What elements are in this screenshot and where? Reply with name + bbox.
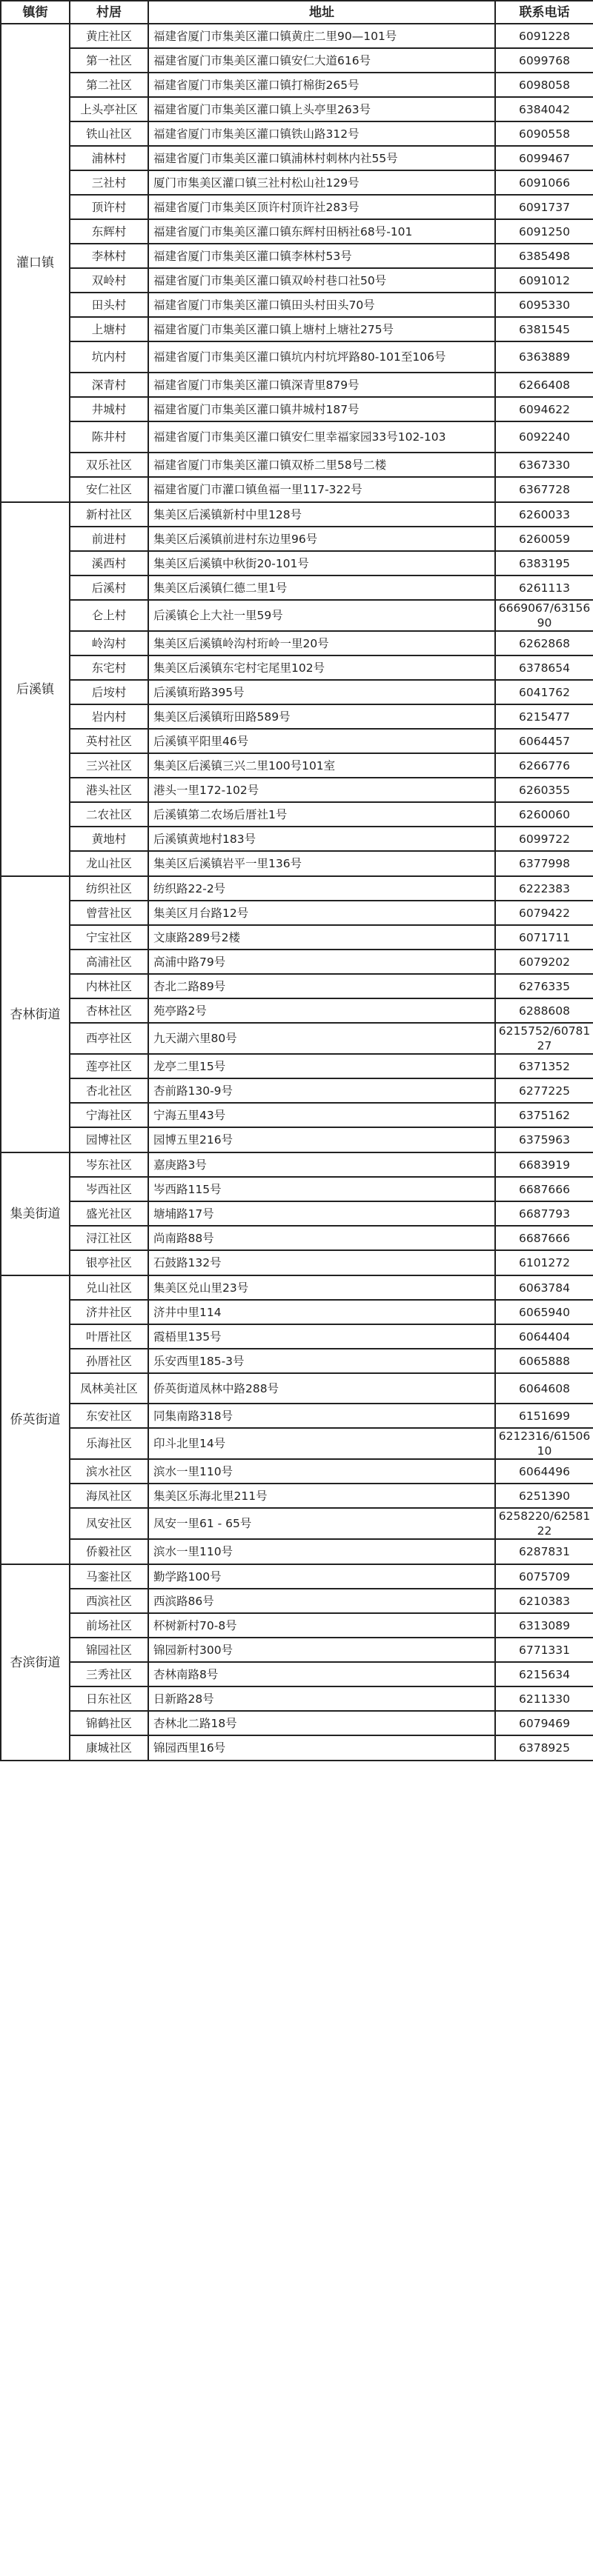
address-cell: 杯树新村70-8号	[148, 1613, 495, 1638]
address-cell: 福建省厦门市集美区灌口镇坑内村坑坪路80-101至106号	[148, 341, 495, 373]
address-cell: 乐安西里185-3号	[148, 1349, 495, 1373]
address-cell: 福建省厦门市集美区灌口镇双桥二里58号二楼	[148, 453, 495, 477]
phone-cell: 6151699	[495, 1404, 593, 1428]
table-row	[1, 1349, 593, 1373]
village-cell: 杏林社区	[70, 998, 148, 1023]
village-cell: 浔江社区	[70, 1226, 148, 1250]
address-cell: 滨水一里110号	[148, 1459, 495, 1484]
phone-cell: 6090558	[495, 121, 593, 146]
address-cell: 福建省厦门市集美区灌口镇田头村田头70号	[148, 293, 495, 317]
address-cell: 日新路28号	[148, 1686, 495, 1711]
address-cell: 园博五里216号	[148, 1127, 495, 1152]
table-row	[1, 527, 593, 551]
table-row	[1, 901, 593, 925]
address-cell: 后溪镇第二农场后厝社1号	[148, 802, 495, 827]
phone-cell: 6367728	[495, 477, 593, 502]
address-cell: 集美区后溪镇仁德二里1号	[148, 575, 495, 600]
village-cell: 纺织社区	[70, 876, 148, 901]
header-row	[1, 1, 593, 24]
table-row	[1, 876, 593, 901]
table-row	[1, 421, 593, 453]
address-cell: 福建省厦门市集美区灌口镇打棉街265号	[148, 73, 495, 97]
village-cell: 顶许村	[70, 195, 148, 219]
address-cell: 霞梧里135号	[148, 1324, 495, 1349]
address-cell: 福建省厦门市集美区灌口镇李林村53号	[148, 244, 495, 268]
table-row	[1, 851, 593, 876]
village-cell: 杏北社区	[70, 1078, 148, 1103]
address-cell: 福建省厦门市集美区灌口镇安仁里幸福家园33号102-103	[148, 421, 495, 453]
village-cell: 锦园社区	[70, 1638, 148, 1662]
village-cell: 叶厝社区	[70, 1324, 148, 1349]
table-row	[1, 753, 593, 778]
table-row	[1, 1152, 593, 1177]
phone-cell: 6771331	[495, 1638, 593, 1662]
address-cell: 集美区兑山里23号	[148, 1275, 495, 1300]
table-row	[1, 1735, 593, 1761]
address-cell: 杏林南路8号	[148, 1662, 495, 1686]
phone-cell: 6064457	[495, 729, 593, 753]
phone-cell: 6260059	[495, 527, 593, 551]
table-row	[1, 1300, 593, 1324]
address-cell: 高浦中路79号	[148, 950, 495, 974]
village-cell: 凤林美社区	[70, 1373, 148, 1404]
phone-cell: 6099467	[495, 146, 593, 170]
table-row	[1, 1613, 593, 1638]
village-cell: 岑西社区	[70, 1177, 148, 1201]
table-row	[1, 293, 593, 317]
phone-cell: 6260033	[495, 502, 593, 527]
village-cell: 上塘村	[70, 317, 148, 341]
header-village: 村居	[70, 1, 148, 24]
address-cell: 集美区后溪镇岩平一里136号	[148, 851, 495, 876]
town-cell: 集美街道	[1, 1152, 70, 1275]
table-row	[1, 680, 593, 704]
village-cell: 李林村	[70, 244, 148, 268]
village-cell: 岑东社区	[70, 1152, 148, 1177]
village-cell: 新村社区	[70, 502, 148, 527]
village-cell: 第二社区	[70, 73, 148, 97]
address-cell: 杏林北二路18号	[148, 1711, 495, 1735]
phone-cell: 6260060	[495, 802, 593, 827]
village-cell: 前进村	[70, 527, 148, 551]
village-cell: 仑上村	[70, 600, 148, 631]
village-cell: 溪西村	[70, 551, 148, 575]
phone-cell: 6266776	[495, 753, 593, 778]
table-row	[1, 729, 593, 753]
village-cell: 岩内村	[70, 704, 148, 729]
phone-cell: 6288608	[495, 998, 593, 1023]
phone-cell: 6079469	[495, 1711, 593, 1735]
village-cell: 莲亭社区	[70, 1054, 148, 1078]
table-row	[1, 1539, 593, 1564]
table-row	[1, 1275, 593, 1300]
phone-cell: 6064496	[495, 1459, 593, 1484]
phone-cell: 6260355	[495, 778, 593, 802]
address-cell: 福建省厦门市灌口镇鱼福一里117-322号	[148, 477, 495, 502]
phone-cell: 6210383	[495, 1589, 593, 1613]
address-cell: 尚南路88号	[148, 1226, 495, 1250]
phone-cell: 6385498	[495, 244, 593, 268]
address-cell: 福建省厦门市集美区灌口镇东辉村田柄社68号-101	[148, 219, 495, 244]
address-cell: 集美区乐海北里211号	[148, 1484, 495, 1508]
phone-cell: 6064404	[495, 1324, 593, 1349]
table-row	[1, 778, 593, 802]
village-cell: 园博社区	[70, 1127, 148, 1152]
town-cell: 后溪镇	[1, 502, 70, 876]
phone-cell: 6095330	[495, 293, 593, 317]
village-cell: 滨水社区	[70, 1459, 148, 1484]
table-row	[1, 1201, 593, 1226]
address-cell: 宁海五里43号	[148, 1103, 495, 1127]
phone-cell: 6215634	[495, 1662, 593, 1686]
village-cell: 二农社区	[70, 802, 148, 827]
village-cell: 后溪村	[70, 575, 148, 600]
table-row	[1, 1484, 593, 1508]
table-row	[1, 1127, 593, 1152]
phone-cell: 6375162	[495, 1103, 593, 1127]
address-cell: 石鼓路132号	[148, 1250, 495, 1275]
village-cell: 陈井村	[70, 421, 148, 453]
village-cell: 银亭社区	[70, 1250, 148, 1275]
village-cell: 浦林村	[70, 146, 148, 170]
village-cell: 双乐社区	[70, 453, 148, 477]
table-row	[1, 1638, 593, 1662]
phone-cell: 6276335	[495, 974, 593, 998]
table-row	[1, 1103, 593, 1127]
phone-cell: 6099768	[495, 48, 593, 73]
table-row	[1, 704, 593, 729]
table-row	[1, 341, 593, 373]
table-row	[1, 1023, 593, 1054]
table-row	[1, 1508, 593, 1539]
table-row	[1, 1250, 593, 1275]
address-cell: 厦门市集美区灌口镇三社村松山社129号	[148, 170, 495, 195]
address-cell: 龙亭二里15号	[148, 1054, 495, 1078]
table-row	[1, 268, 593, 293]
address-cell: 勤学路100号	[148, 1564, 495, 1589]
phone-cell: 6381545	[495, 317, 593, 341]
table-row	[1, 373, 593, 397]
table-row	[1, 453, 593, 477]
phone-cell: 6367330	[495, 453, 593, 477]
table-row	[1, 73, 593, 97]
village-cell: 坑内村	[70, 341, 148, 373]
village-cell: 井城村	[70, 397, 148, 421]
address-cell: 后溪镇仑上大社一里59号	[148, 600, 495, 631]
village-cell: 孙厝社区	[70, 1349, 148, 1373]
address-cell: 济井中里114	[148, 1300, 495, 1324]
phone-cell: 6075709	[495, 1564, 593, 1589]
table-row	[1, 600, 593, 631]
address-cell: 西滨路86号	[148, 1589, 495, 1613]
address-cell: 福建省厦门市集美区顶许村顶许社283号	[148, 195, 495, 219]
phone-cell: 6091250	[495, 219, 593, 244]
table-row	[1, 1226, 593, 1250]
table-row	[1, 1564, 593, 1589]
address-cell: 集美区后溪镇前进村东边里96号	[148, 527, 495, 551]
village-cell: 日东社区	[70, 1686, 148, 1711]
address-cell: 杏前路130-9号	[148, 1078, 495, 1103]
phone-cell: 6063784	[495, 1275, 593, 1300]
phone-cell: 6071711	[495, 925, 593, 950]
phone-cell: 6211330	[495, 1686, 593, 1711]
phone-cell: 6383195	[495, 551, 593, 575]
table-row	[1, 950, 593, 974]
address-cell: 同集南路318号	[148, 1404, 495, 1428]
phone-cell: 6041762	[495, 680, 593, 704]
phone-cell: 6065940	[495, 1300, 593, 1324]
address-cell: 锦园西里16号	[148, 1735, 495, 1761]
town-cell: 侨英街道	[1, 1275, 70, 1564]
town-cell: 杏滨街道	[1, 1564, 70, 1761]
village-cell: 宁海社区	[70, 1103, 148, 1127]
phone-cell: 6378654	[495, 655, 593, 680]
address-cell: 集美区后溪镇东宅村宅尾里102号	[148, 655, 495, 680]
address-cell: 塘埔路17号	[148, 1201, 495, 1226]
phone-cell: 6313089	[495, 1613, 593, 1638]
address-cell: 嘉庚路3号	[148, 1152, 495, 1177]
village-cell: 西亭社区	[70, 1023, 148, 1054]
table-row	[1, 170, 593, 195]
address-cell: 福建省厦门市集美区灌口镇上头亭里263号	[148, 97, 495, 121]
village-cell: 东辉村	[70, 219, 148, 244]
address-cell: 九天湖六里80号	[148, 1023, 495, 1054]
phone-cell: 6098058	[495, 73, 593, 97]
address-cell: 锦园新村300号	[148, 1638, 495, 1662]
village-cell: 龙山社区	[70, 851, 148, 876]
village-cell: 上头亭社区	[70, 97, 148, 121]
phone-cell: 6669067/6315690	[495, 600, 593, 631]
phone-cell: 6683919	[495, 1152, 593, 1177]
village-cell: 黄庄社区	[70, 24, 148, 48]
phone-cell: 6687793	[495, 1201, 593, 1226]
village-cell: 盛光社区	[70, 1201, 148, 1226]
table-row	[1, 1373, 593, 1404]
phone-cell: 6091012	[495, 268, 593, 293]
table-row	[1, 219, 593, 244]
header-address: 地址	[148, 1, 495, 24]
village-cell: 岭沟村	[70, 631, 148, 655]
village-cell: 前场社区	[70, 1613, 148, 1638]
table-row	[1, 195, 593, 219]
address-cell: 集美区后溪镇岭沟村珩岭一里20号	[148, 631, 495, 655]
phone-cell: 6687666	[495, 1177, 593, 1201]
phone-cell: 6091066	[495, 170, 593, 195]
town-cell: 杏林街道	[1, 876, 70, 1152]
address-cell: 福建省厦门市集美区灌口镇铁山路312号	[148, 121, 495, 146]
table-row	[1, 575, 593, 600]
address-cell: 福建省厦门市集美区灌口镇上塘村上塘社275号	[148, 317, 495, 341]
address-cell: 纺织路22-2号	[148, 876, 495, 901]
header-phone: 联系电话	[495, 1, 593, 24]
address-cell: 岑西路115号	[148, 1177, 495, 1201]
table-row	[1, 477, 593, 502]
phone-cell: 6064608	[495, 1373, 593, 1404]
village-cell: 三秀社区	[70, 1662, 148, 1686]
phone-cell: 6266408	[495, 373, 593, 397]
village-cell: 海凤社区	[70, 1484, 148, 1508]
village-cell: 济井社区	[70, 1300, 148, 1324]
phone-cell: 6687666	[495, 1226, 593, 1250]
phone-cell: 6079202	[495, 950, 593, 974]
phone-cell: 6277225	[495, 1078, 593, 1103]
table-row	[1, 146, 593, 170]
phone-cell: 6371352	[495, 1054, 593, 1078]
phone-cell: 6065888	[495, 1349, 593, 1373]
village-cell: 兑山社区	[70, 1275, 148, 1300]
table-row	[1, 827, 593, 851]
table-row	[1, 502, 593, 527]
table-row	[1, 925, 593, 950]
phone-cell: 6215477	[495, 704, 593, 729]
address-cell: 集美区后溪镇三兴二里100号101室	[148, 753, 495, 778]
village-cell: 侨毅社区	[70, 1539, 148, 1564]
phone-cell: 6287831	[495, 1539, 593, 1564]
table-row	[1, 97, 593, 121]
table-row	[1, 802, 593, 827]
table-row	[1, 1662, 593, 1686]
village-cell: 三兴社区	[70, 753, 148, 778]
table-row	[1, 1589, 593, 1613]
table-row	[1, 1711, 593, 1735]
phone-cell: 6215752/6078127	[495, 1023, 593, 1054]
village-cell: 深青村	[70, 373, 148, 397]
phone-cell: 6091228	[495, 24, 593, 48]
town-cell: 灌口镇	[1, 24, 70, 502]
village-cell: 东宅村	[70, 655, 148, 680]
table-row	[1, 1078, 593, 1103]
header-town: 镇街	[1, 1, 70, 24]
village-cell: 东安社区	[70, 1404, 148, 1428]
village-cell: 凤安社区	[70, 1508, 148, 1539]
table-row	[1, 244, 593, 268]
table-row	[1, 1054, 593, 1078]
village-cell: 黄地村	[70, 827, 148, 851]
table-row	[1, 1177, 593, 1201]
phone-cell: 6384042	[495, 97, 593, 121]
village-cell: 后垵村	[70, 680, 148, 704]
address-cell: 苑亭路2号	[148, 998, 495, 1023]
village-cell: 安仁社区	[70, 477, 148, 502]
address-cell: 滨水一里110号	[148, 1539, 495, 1564]
phone-cell: 6261113	[495, 575, 593, 600]
address-cell: 福建省厦门市集美区灌口镇安仁大道616号	[148, 48, 495, 73]
village-cell: 内林社区	[70, 974, 148, 998]
phone-cell: 6212316/6150610	[495, 1428, 593, 1459]
table-row	[1, 1686, 593, 1711]
address-cell: 印斗北里14号	[148, 1428, 495, 1459]
address-cell: 集美区后溪镇新村中里128号	[148, 502, 495, 527]
table-row	[1, 974, 593, 998]
village-cell: 宁宝社区	[70, 925, 148, 950]
table-row	[1, 551, 593, 575]
address-cell: 杏北二路89号	[148, 974, 495, 998]
address-cell: 文康路289号2楼	[148, 925, 495, 950]
address-cell: 福建省厦门市集美区灌口镇井城村187号	[148, 397, 495, 421]
table-row	[1, 48, 593, 73]
village-cell: 马銮社区	[70, 1564, 148, 1589]
address-cell: 集美区后溪镇中秋街20-101号	[148, 551, 495, 575]
village-cell: 第一社区	[70, 48, 148, 73]
village-cell: 铁山社区	[70, 121, 148, 146]
table-row	[1, 655, 593, 680]
phone-cell: 6378925	[495, 1735, 593, 1761]
village-cell: 康城社区	[70, 1735, 148, 1761]
phone-cell: 6222383	[495, 876, 593, 901]
village-cell: 锦鹤社区	[70, 1711, 148, 1735]
phone-cell: 6101272	[495, 1250, 593, 1275]
address-cell: 凤安一里61 - 65号	[148, 1508, 495, 1539]
phone-cell: 6262868	[495, 631, 593, 655]
village-cell: 乐海社区	[70, 1428, 148, 1459]
phone-cell: 6363889	[495, 341, 593, 373]
village-cell: 三社村	[70, 170, 148, 195]
address-cell: 侨英街道凤林中路288号	[148, 1373, 495, 1404]
phone-cell: 6375963	[495, 1127, 593, 1152]
address-cell: 福建省厦门市集美区灌口镇双岭村巷口社50号	[148, 268, 495, 293]
village-cell: 西滨社区	[70, 1589, 148, 1613]
phone-cell: 6091737	[495, 195, 593, 219]
table-row	[1, 998, 593, 1023]
table-row	[1, 397, 593, 421]
phone-cell: 6251390	[495, 1484, 593, 1508]
village-cell: 双岭村	[70, 268, 148, 293]
table-row	[1, 317, 593, 341]
address-cell: 后溪镇黄地村183号	[148, 827, 495, 851]
address-cell: 福建省厦门市集美区灌口镇黄庄二里90—101号	[148, 24, 495, 48]
table-row	[1, 121, 593, 146]
address-cell: 港头一里172-102号	[148, 778, 495, 802]
table-body	[1, 24, 593, 1761]
table-row	[1, 1459, 593, 1484]
address-cell: 福建省厦门市集美区灌口镇深青里879号	[148, 373, 495, 397]
table-row	[1, 1324, 593, 1349]
address-cell: 集美区月台路12号	[148, 901, 495, 925]
address-cell: 后溪镇珩路395号	[148, 680, 495, 704]
phone-cell: 6099722	[495, 827, 593, 851]
village-cell: 曾营社区	[70, 901, 148, 925]
phone-cell: 6377998	[495, 851, 593, 876]
table-row	[1, 1404, 593, 1428]
address-cell: 福建省厦门市集美区灌口镇浦林村刺林内社55号	[148, 146, 495, 170]
village-cell: 英村社区	[70, 729, 148, 753]
village-cell: 田头村	[70, 293, 148, 317]
phone-cell: 6079422	[495, 901, 593, 925]
phone-cell: 6094622	[495, 397, 593, 421]
phone-cell: 6258220/6258122	[495, 1508, 593, 1539]
address-cell: 后溪镇平阳里46号	[148, 729, 495, 753]
table-row	[1, 24, 593, 48]
village-cell: 港头社区	[70, 778, 148, 802]
table-row	[1, 631, 593, 655]
village-cell: 高浦社区	[70, 950, 148, 974]
address-cell: 集美区后溪镇珩田路589号	[148, 704, 495, 729]
phone-cell: 6092240	[495, 421, 593, 453]
table-row	[1, 1428, 593, 1459]
